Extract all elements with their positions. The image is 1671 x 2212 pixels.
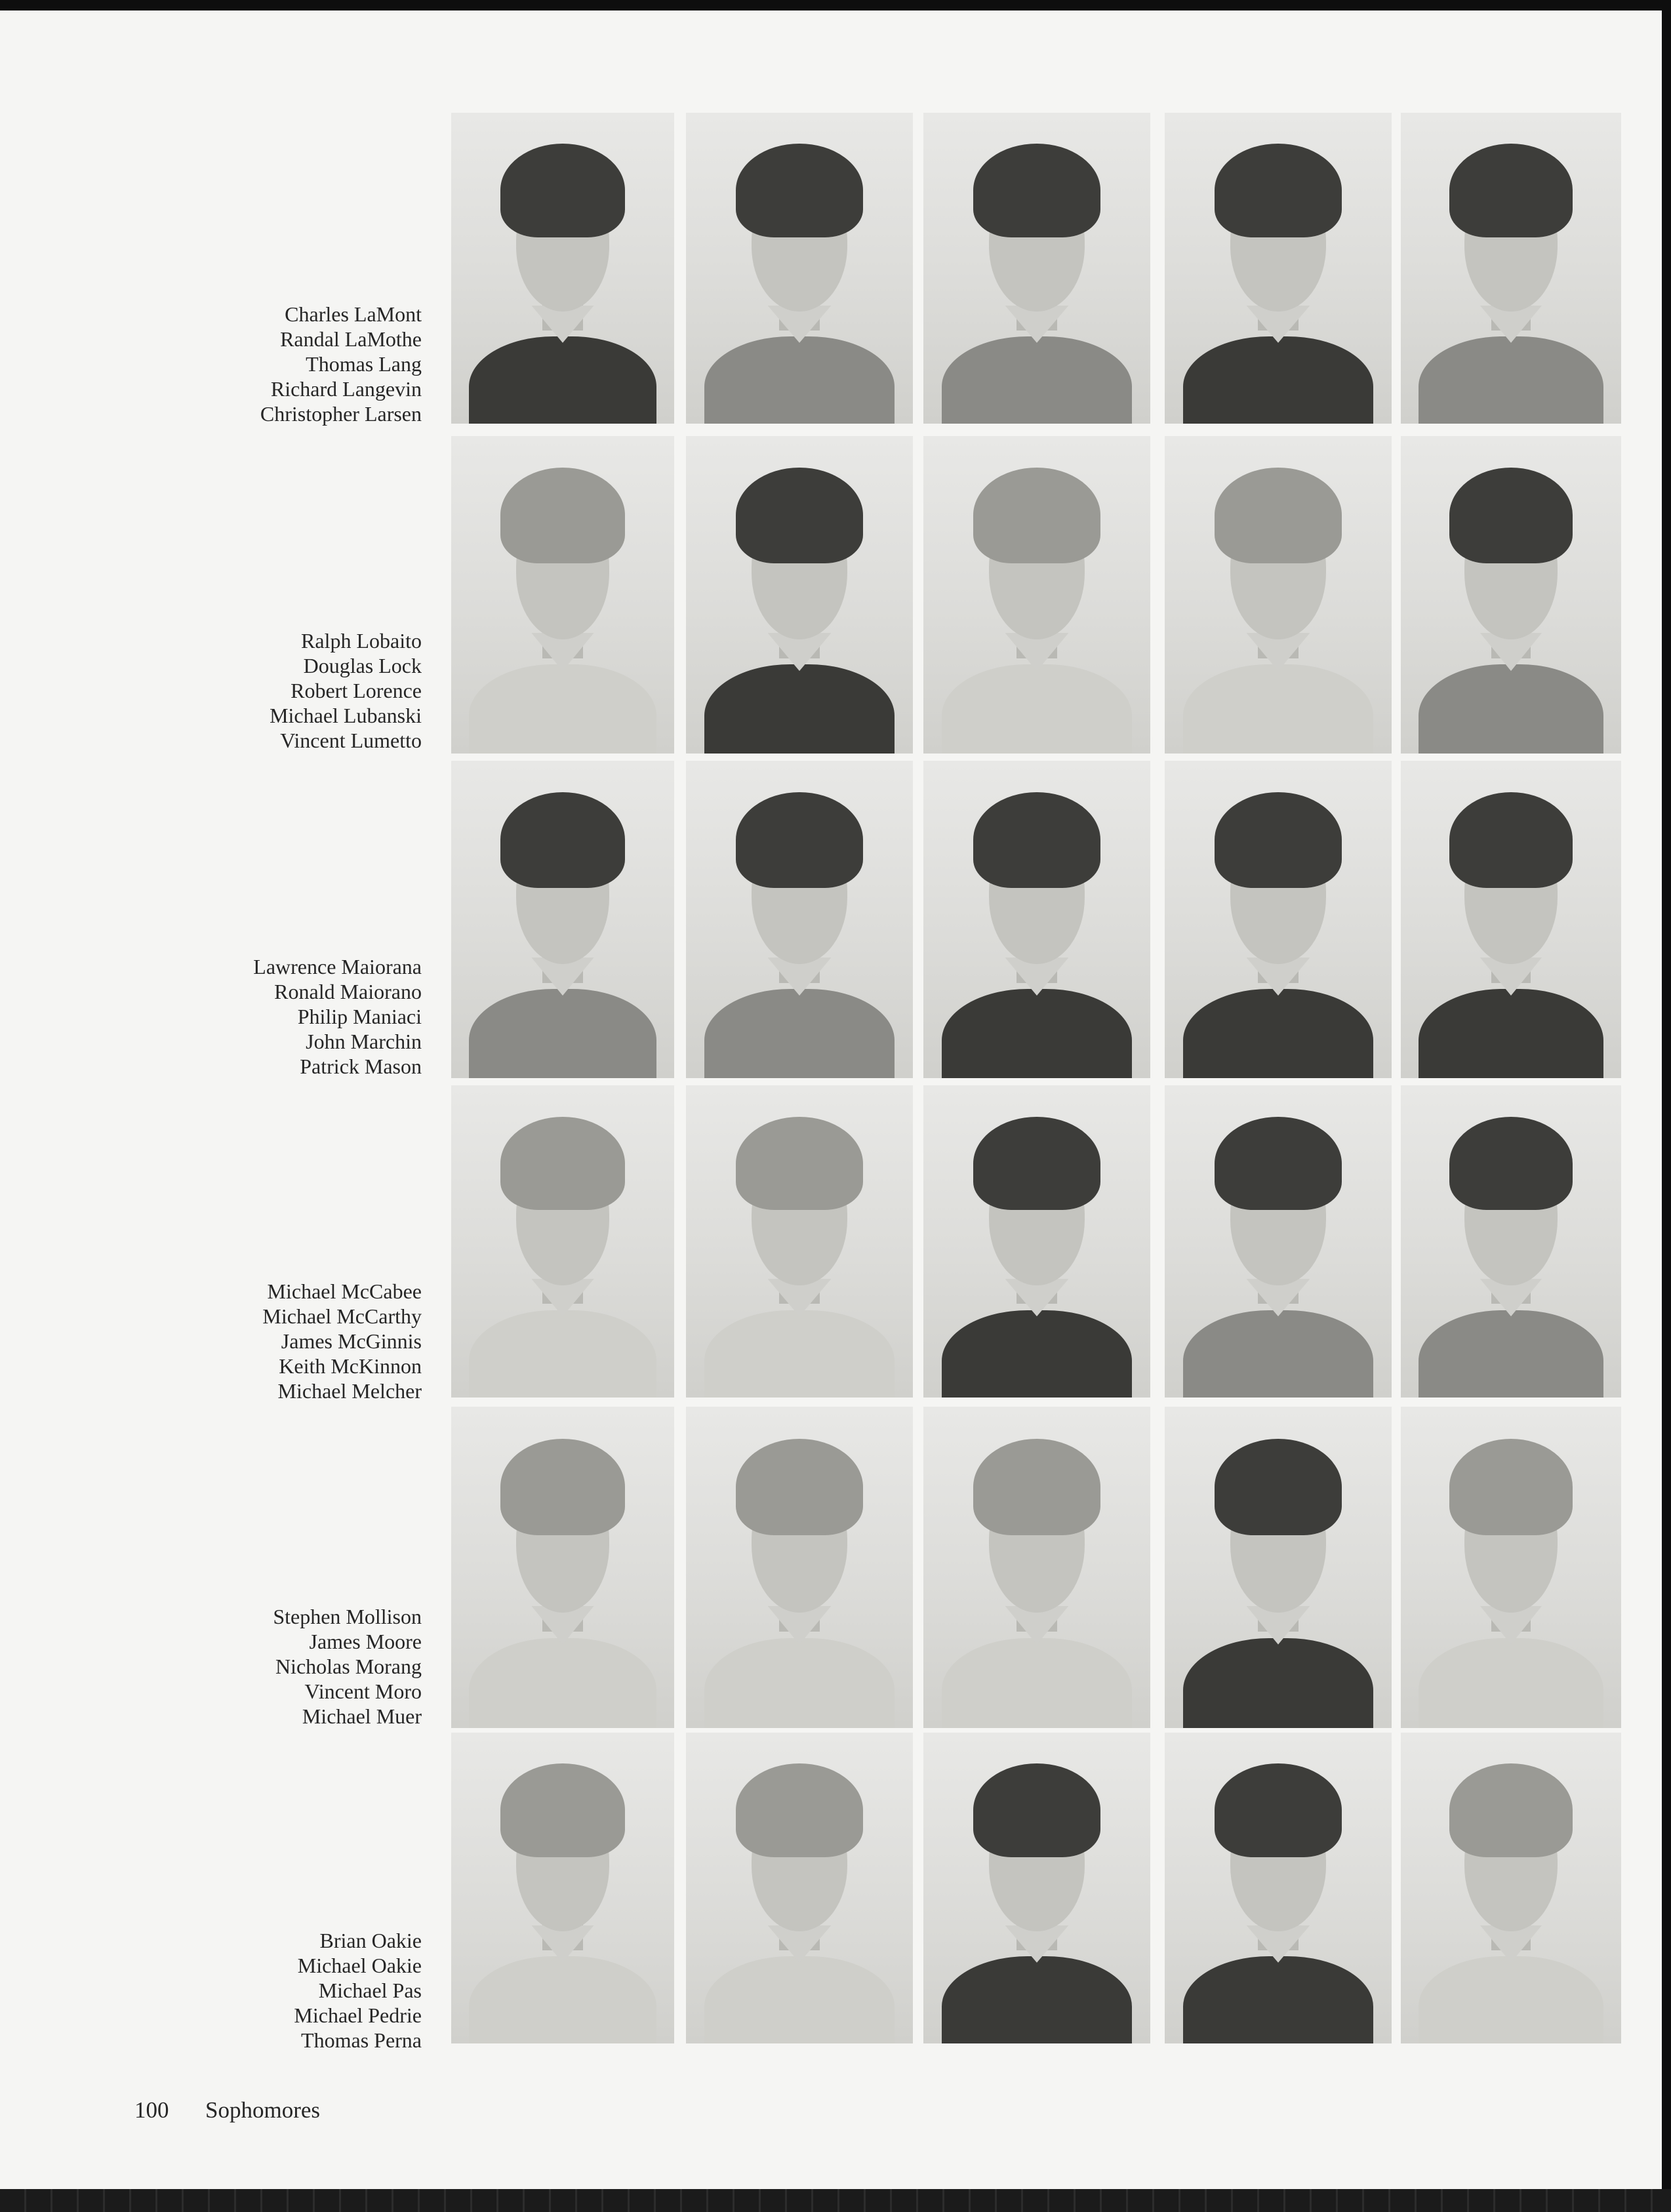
student-portrait [1165, 1407, 1392, 1728]
name-list [54, 302, 422, 426]
student-name: Michael McCarthy [262, 1304, 422, 1328]
student-portrait [451, 1733, 674, 2043]
student-name: John Marchin [306, 1030, 422, 1053]
student-name: Ralph Lobaito [301, 629, 422, 653]
student-portrait [1401, 761, 1621, 1078]
student-portrait [1165, 113, 1392, 424]
student-portrait [923, 1407, 1150, 1728]
scan-bottom-border [0, 2189, 1671, 2212]
student-portrait [1401, 1085, 1621, 1398]
student-name: Richard Langevin [270, 377, 422, 401]
student-name: Robert Lorence [291, 679, 422, 702]
student-name: Douglas Lock [303, 654, 422, 677]
student-name: Philip Maniaci [297, 1005, 422, 1028]
student-portrait [686, 1085, 913, 1398]
student-portrait [686, 761, 913, 1078]
student-name: Randal LaMothe [280, 327, 422, 351]
student-portrait [1165, 761, 1392, 1078]
student-portrait [1165, 436, 1392, 754]
student-portrait [686, 1733, 913, 2043]
student-portrait [686, 436, 913, 754]
student-portrait [451, 1085, 674, 1398]
student-portrait [923, 761, 1150, 1078]
student-portrait [451, 113, 674, 424]
student-portrait [923, 1733, 1150, 2043]
student-name: Vincent Moro [304, 1679, 422, 1703]
student-portrait [1165, 1085, 1392, 1398]
name-list [54, 628, 422, 753]
name-list [54, 1604, 422, 1729]
student-name: Ronald Maiorano [274, 980, 422, 1003]
student-portrait [1401, 436, 1621, 754]
name-list [54, 954, 422, 1079]
student-portrait [451, 436, 674, 754]
section-title: Sophomores [205, 2097, 320, 2123]
student-name: Thomas Lang [306, 352, 422, 376]
student-name: Michael Pas [318, 1979, 422, 2002]
name-list [54, 1279, 422, 1403]
page-number: 100 [134, 2097, 169, 2123]
student-portrait [923, 113, 1150, 424]
student-name: Michael Melcher [277, 1379, 422, 1403]
student-portrait [1401, 1733, 1621, 2043]
student-name: James Moore [309, 1630, 422, 1653]
student-portrait [1401, 1407, 1621, 1728]
student-portrait [1401, 113, 1621, 424]
student-name: Thomas Perna [301, 2028, 422, 2052]
student-name: Michael Pedrie [294, 2003, 422, 2027]
student-portrait [451, 761, 674, 1078]
student-name: Michael McCabee [267, 1279, 422, 1303]
student-name: Michael Oakie [297, 1954, 422, 1977]
student-portrait [1165, 1733, 1392, 2043]
student-portrait [923, 436, 1150, 754]
student-name: Brian Oakie [319, 1929, 422, 1952]
student-portrait [923, 1085, 1150, 1398]
scan-right-border [1662, 0, 1671, 2212]
student-portrait [686, 1407, 913, 1728]
student-name: Nicholas Morang [275, 1655, 422, 1678]
student-name: Charles LaMont [285, 302, 422, 326]
student-name: Lawrence Maiorana [253, 955, 422, 978]
student-name: Stephen Mollison [273, 1605, 422, 1628]
student-name: Michael Lubanski [270, 704, 422, 727]
student-name: Patrick Mason [300, 1055, 422, 1078]
student-portrait [686, 113, 913, 424]
student-name: Vincent Lumetto [280, 729, 422, 752]
student-name: James McGinnis [281, 1329, 422, 1353]
student-name: Michael Muer [302, 1704, 422, 1728]
name-list [54, 1928, 422, 2053]
scan-top-border [0, 0, 1671, 10]
student-name: Keith McKinnon [279, 1354, 422, 1378]
student-portrait [451, 1407, 674, 1728]
student-name: Christopher Larsen [260, 402, 422, 426]
